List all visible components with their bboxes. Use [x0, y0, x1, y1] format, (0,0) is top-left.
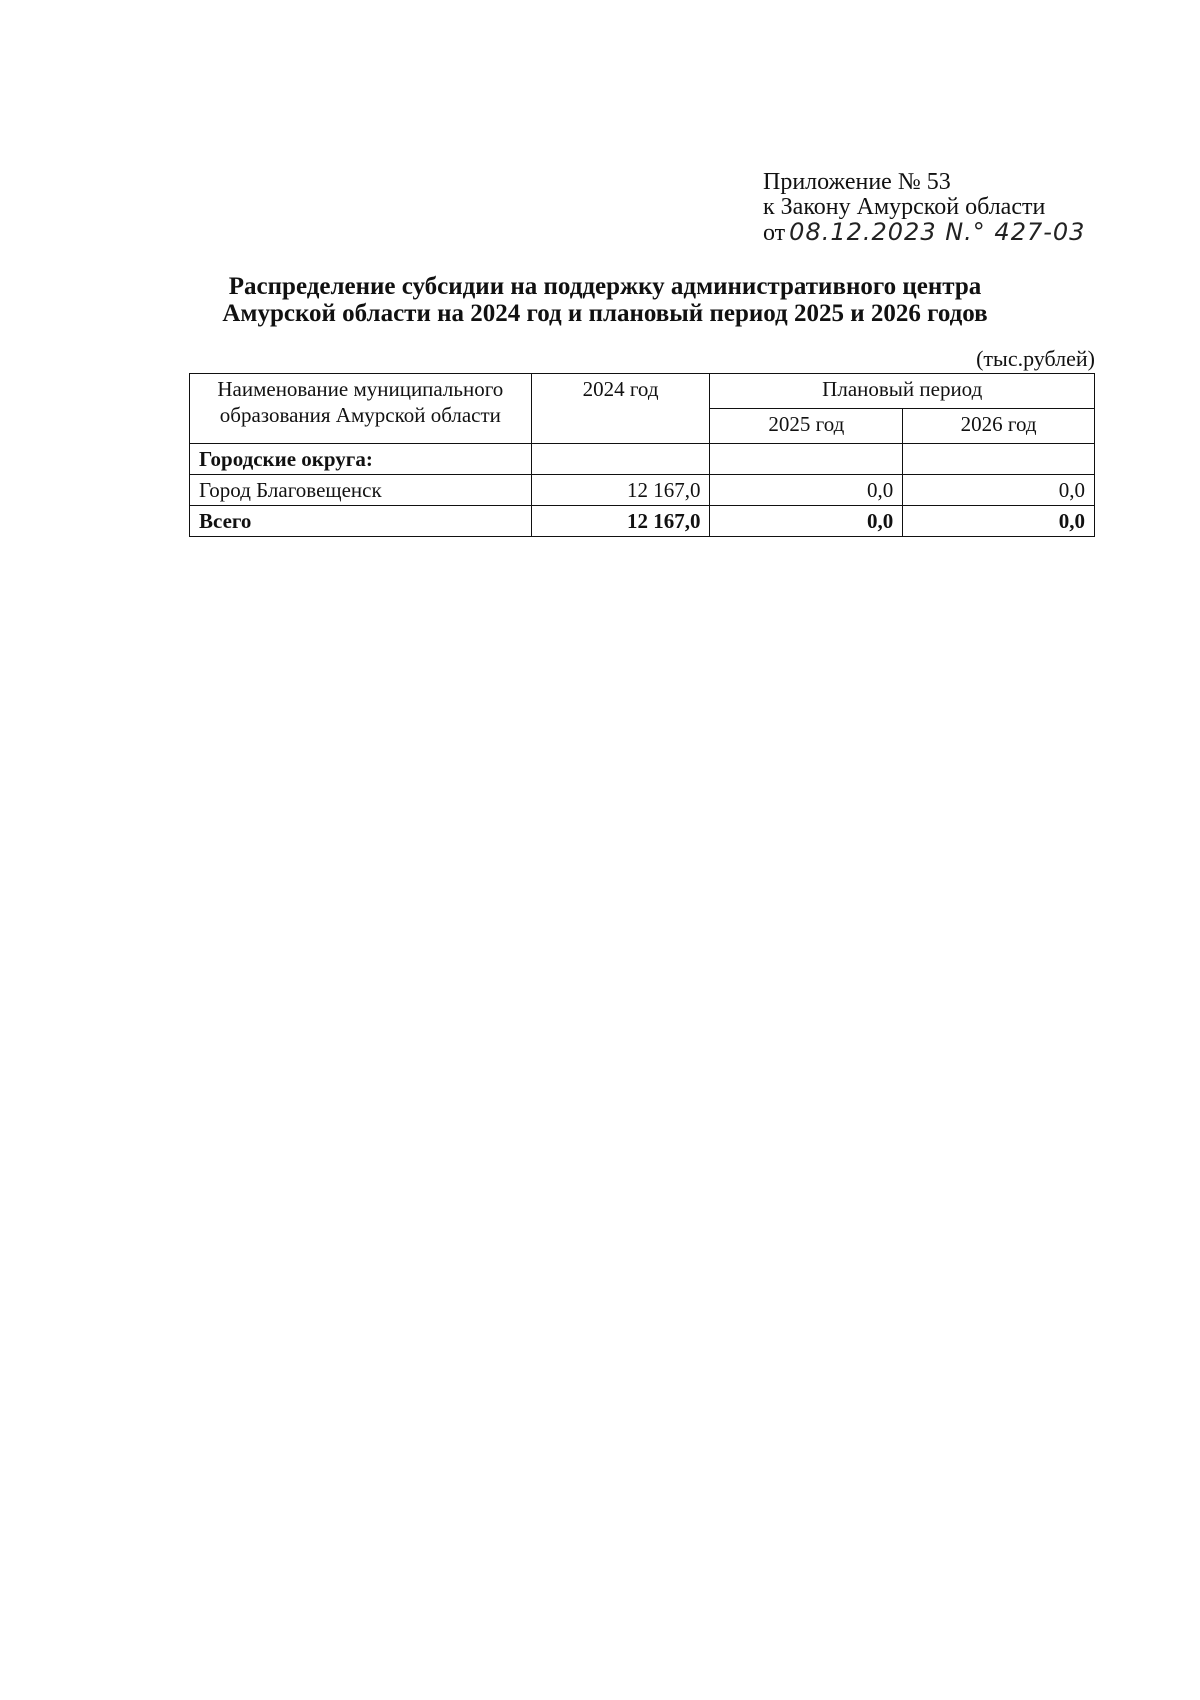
appendix-law-reference: к Закону Амурской области	[763, 194, 1046, 220]
section-cell-empty	[531, 444, 710, 475]
table-row	[190, 475, 1095, 506]
section-cell-empty	[903, 444, 1095, 475]
subsidy-table	[189, 373, 1095, 537]
total-row	[190, 506, 1095, 537]
row-value-2026: 0,0	[903, 475, 1095, 506]
appendix-number: Приложение № 53	[763, 169, 951, 195]
header-year-2025: 2025 год	[710, 409, 903, 444]
appendix-date-prefix: от	[763, 220, 786, 246]
section-row	[190, 444, 1095, 475]
document-title	[150, 273, 1060, 327]
row-value-2024: 12 167,0	[531, 475, 710, 506]
handwritten-date-number: 08.12.2023 N.° 427-03	[789, 218, 1086, 246]
header-planning-period: Плановый период	[710, 374, 1095, 409]
header-year-2026: 2026 год	[903, 409, 1095, 444]
total-value-2024: 12 167,0	[531, 506, 710, 537]
appendix-date-line	[763, 220, 1085, 246]
total-value-2025: 0,0	[710, 506, 903, 537]
section-cell-empty	[710, 444, 903, 475]
title-line-1: Распределение субсидии на поддержку административного центра	[228, 273, 982, 300]
title-line-2: Амурской области на 2024 год и плановый период 2025 и 2026 годов	[222, 300, 988, 327]
section-label: Городские округа:	[190, 444, 532, 475]
table-header-row	[190, 374, 1095, 409]
row-municipality-name: Город Благовещенск	[190, 475, 532, 506]
unit-label: (тыс.рублей)	[976, 346, 1095, 371]
total-value-2026: 0,0	[903, 506, 1095, 537]
header-year-2024: 2024 год	[531, 374, 710, 444]
total-label: Всего	[190, 506, 532, 537]
header-municipality-name: Наименование муниципального образования Амурской области	[190, 374, 532, 444]
appendix-header	[763, 170, 1085, 246]
row-value-2025: 0,0	[710, 475, 903, 506]
